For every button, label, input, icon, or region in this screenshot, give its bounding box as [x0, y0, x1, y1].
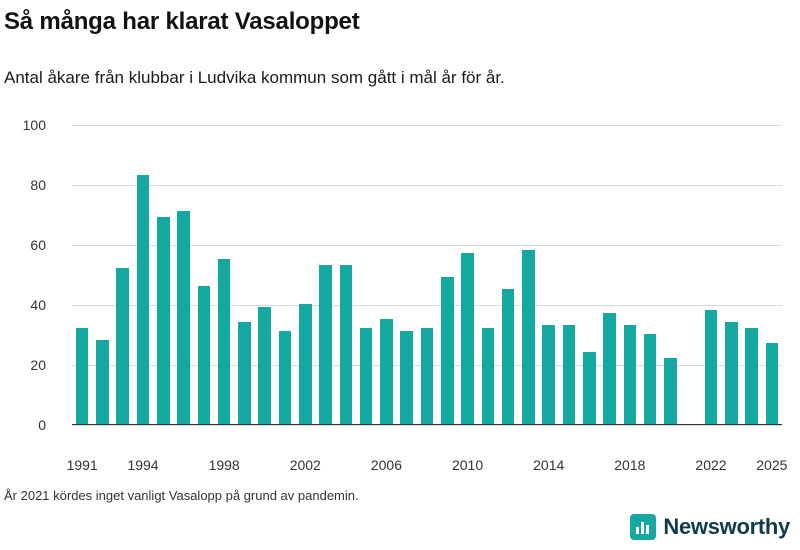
- bar: [360, 328, 373, 424]
- bar: [664, 358, 677, 424]
- chart-area: [0, 110, 800, 473]
- y-tick-label: 100: [22, 117, 46, 133]
- bar: [299, 304, 312, 424]
- chart-subtitle: Antal åkare från klubbar i Ludvika kommun som gått i mål år för år.: [4, 68, 505, 87]
- bar: [603, 313, 616, 424]
- bar: [116, 268, 129, 424]
- bar: [461, 253, 474, 424]
- y-tick-label: 60: [30, 237, 46, 253]
- brand-logo: [630, 514, 790, 540]
- x-tick-label: 2014: [533, 457, 565, 473]
- bar: [137, 175, 150, 424]
- bar: [380, 319, 393, 424]
- bar: [177, 211, 190, 424]
- bar: [563, 325, 576, 424]
- x-tick-label: 1991: [66, 457, 98, 473]
- bar: [258, 307, 271, 424]
- bar: [198, 286, 211, 424]
- bar: [766, 343, 779, 424]
- bar: [542, 325, 555, 424]
- x-tick-label: 2002: [289, 457, 321, 473]
- x-tick-label: 2025: [756, 457, 788, 473]
- bar: [157, 217, 170, 424]
- bar: [279, 331, 292, 424]
- bar: [76, 328, 89, 424]
- gridline: [72, 425, 782, 426]
- bar: [624, 325, 637, 424]
- x-tick-label: 2010: [451, 457, 484, 473]
- page-title: Så många har klarat Vasaloppet: [4, 8, 360, 35]
- bar: [400, 331, 413, 424]
- bar: [340, 265, 353, 424]
- x-tick-label: 1998: [208, 457, 240, 473]
- bar: [482, 328, 495, 424]
- y-tick-label: 20: [30, 357, 46, 373]
- bar-series: [72, 124, 782, 424]
- brand-name: Newsworthy: [663, 514, 790, 539]
- bar: [522, 250, 535, 424]
- x-tick-label: 2018: [614, 457, 646, 473]
- bar: [644, 334, 657, 424]
- bar-chart-icon: [630, 514, 656, 540]
- y-tick-label: 0: [38, 417, 46, 433]
- x-axis-line: [72, 424, 782, 425]
- plot-region: [22, 117, 788, 473]
- bar: [583, 352, 596, 424]
- x-tick-label: 2022: [695, 457, 727, 473]
- bar: [319, 265, 332, 424]
- y-tick-label: 80: [30, 177, 46, 193]
- bar: [725, 322, 738, 424]
- bar: [218, 259, 231, 424]
- chart-footnote: År 2021 kördes inget vanligt Vasalopp på grund av pandemin.: [4, 488, 359, 503]
- bar: [502, 289, 515, 424]
- bar: [421, 328, 434, 424]
- y-tick-label: 40: [30, 297, 46, 313]
- bar: [745, 328, 758, 424]
- bar: [238, 322, 251, 424]
- x-tick-label: 1994: [127, 457, 159, 473]
- bar: [96, 340, 109, 424]
- bar: [705, 310, 718, 424]
- bar: [441, 277, 454, 424]
- x-tick-label: 2006: [370, 457, 402, 473]
